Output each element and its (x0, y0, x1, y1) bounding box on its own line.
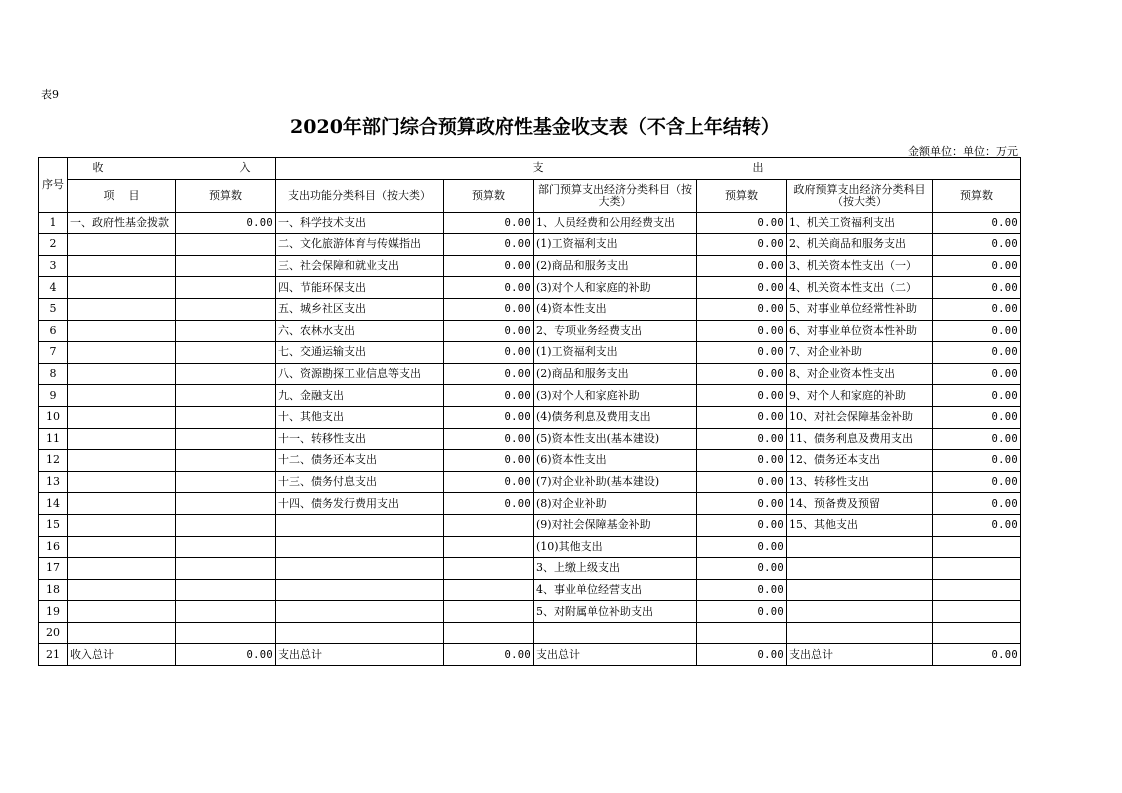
func-class-amount: 0.00 (444, 363, 534, 385)
page-title: 2020年部门综合预算政府性基金收支表（不含上年结转） (290, 116, 780, 138)
gov-econ-item: 11、债务利息及费用支出 (787, 428, 933, 450)
func-class-amount: 0.00 (444, 406, 534, 428)
income-amount (176, 363, 276, 385)
table-row (39, 363, 1021, 385)
income-amount (176, 601, 276, 623)
func-class-item: 十二、债务还本支出 (276, 450, 444, 472)
gov-econ-item (787, 558, 933, 580)
func-class-item: 一、科学技术支出 (276, 212, 444, 234)
gov-econ-amount (933, 622, 1021, 644)
dept-econ-item: (10)其他支出 (534, 536, 697, 558)
income-item (68, 320, 176, 342)
income-amount (176, 234, 276, 256)
row-number: 15 (39, 514, 68, 536)
table-number: 表9 (41, 88, 59, 101)
header-expense-right: 出 (752, 161, 764, 175)
func-class-amount: 0.00 (444, 342, 534, 364)
func-class-amount: 0.00 (444, 320, 534, 342)
income-item (68, 601, 176, 623)
func-class-item: 九、金融支出 (276, 385, 444, 407)
gov-econ-amount (933, 558, 1021, 580)
income-item (68, 385, 176, 407)
row-number: 1 (39, 212, 68, 234)
dept-econ-amount: 0.00 (697, 644, 787, 666)
func-class-item: 十、其他支出 (276, 406, 444, 428)
row-number: 3 (39, 255, 68, 277)
table-row (39, 601, 1021, 623)
func-class-amount: 0.00 (444, 385, 534, 407)
func-class-amount: 0.00 (444, 277, 534, 299)
income-item (68, 536, 176, 558)
func-class-item (276, 601, 444, 623)
income-amount (176, 428, 276, 450)
dept-econ-amount: 0.00 (697, 298, 787, 320)
table-row (39, 212, 1021, 234)
income-amount (176, 493, 276, 515)
func-class-item (276, 622, 444, 644)
row-number: 6 (39, 320, 68, 342)
gov-econ-item: 12、债务还本支出 (787, 450, 933, 472)
dept-econ-amount: 0.00 (697, 277, 787, 299)
row-number: 20 (39, 622, 68, 644)
func-class-amount (444, 536, 534, 558)
row-number: 11 (39, 428, 68, 450)
gov-econ-amount: 0.00 (933, 450, 1021, 472)
row-number: 9 (39, 385, 68, 407)
gov-econ-amount: 0.00 (933, 471, 1021, 493)
func-class-amount: 0.00 (444, 493, 534, 515)
table-row (39, 514, 1021, 536)
func-class-amount: 0.00 (444, 234, 534, 256)
dept-econ-item: (5)资本性支出(基本建设) (534, 428, 697, 450)
dept-econ-amount: 0.00 (697, 406, 787, 428)
dept-econ-amount: 0.00 (697, 212, 787, 234)
row-number: 19 (39, 601, 68, 623)
table-row (39, 298, 1021, 320)
row-number: 4 (39, 277, 68, 299)
dept-econ-amount: 0.00 (697, 601, 787, 623)
income-item (68, 471, 176, 493)
income-amount (176, 579, 276, 601)
gov-econ-item: 15、其他支出 (787, 514, 933, 536)
header-gov-econ: 政府预算支出经济分类科目（按大类） (787, 179, 933, 212)
table-row (39, 234, 1021, 256)
row-number: 18 (39, 579, 68, 601)
header-budget-income: 预算数 (176, 179, 276, 212)
gov-econ-amount (933, 601, 1021, 623)
func-class-amount (444, 579, 534, 601)
dept-econ-amount: 0.00 (697, 428, 787, 450)
dept-econ-amount: 0.00 (697, 234, 787, 256)
income-amount (176, 471, 276, 493)
gov-econ-item: 2、机关商品和服务支出 (787, 234, 933, 256)
dept-econ-item: (2)商品和服务支出 (534, 255, 697, 277)
dept-econ-amount (697, 622, 787, 644)
row-number: 16 (39, 536, 68, 558)
income-amount (176, 342, 276, 364)
income-amount (176, 406, 276, 428)
income-item (68, 277, 176, 299)
header-row-1 (39, 158, 1021, 180)
header-seq: 序号 (39, 158, 68, 213)
func-class-amount: 0.00 (444, 428, 534, 450)
header-dept-econ: 部门预算支出经济分类科目（按大类） (534, 179, 697, 212)
dept-econ-item: 支出总计 (534, 644, 697, 666)
func-class-amount: 0.00 (444, 255, 534, 277)
gov-econ-amount: 0.00 (933, 363, 1021, 385)
table-row (39, 644, 1021, 666)
gov-econ-item (787, 536, 933, 558)
gov-econ-item: 13、转移性支出 (787, 471, 933, 493)
func-class-item: 十一、转移性支出 (276, 428, 444, 450)
func-class-item: 六、农林水支出 (276, 320, 444, 342)
table-body (39, 212, 1021, 665)
dept-econ-amount: 0.00 (697, 363, 787, 385)
header-func-class: 支出功能分类科目（按大类） (276, 179, 444, 212)
gov-econ-item: 4、机关资本性支出（二） (787, 277, 933, 299)
dept-econ-item: 4、事业单位经营支出 (534, 579, 697, 601)
gov-econ-amount: 0.00 (933, 428, 1021, 450)
dept-econ-item: 3、上缴上级支出 (534, 558, 697, 580)
func-class-item (276, 514, 444, 536)
dept-econ-amount: 0.00 (697, 471, 787, 493)
gov-econ-amount: 0.00 (933, 385, 1021, 407)
func-class-amount (444, 601, 534, 623)
income-amount (176, 558, 276, 580)
dept-econ-amount: 0.00 (697, 514, 787, 536)
row-number: 10 (39, 406, 68, 428)
func-class-item (276, 536, 444, 558)
income-amount (176, 622, 276, 644)
row-number: 13 (39, 471, 68, 493)
dept-econ-item: 5、对附属单位补助支出 (534, 601, 697, 623)
gov-econ-amount: 0.00 (933, 298, 1021, 320)
table-row (39, 385, 1021, 407)
dept-econ-item: (3)对个人和家庭补助 (534, 385, 697, 407)
dept-econ-amount: 0.00 (697, 385, 787, 407)
func-class-item: 七、交通运输支出 (276, 342, 444, 364)
dept-econ-item: (1)工资福利支出 (534, 342, 697, 364)
gov-econ-item: 6、对事业单位资本性补助 (787, 320, 933, 342)
dept-econ-amount: 0.00 (697, 579, 787, 601)
gov-econ-amount (933, 579, 1021, 601)
header-budget-gov: 预算数 (933, 179, 1021, 212)
table-row (39, 277, 1021, 299)
income-item (68, 298, 176, 320)
income-item (68, 363, 176, 385)
header-row-2 (39, 179, 1021, 212)
row-number: 12 (39, 450, 68, 472)
gov-econ-item (787, 579, 933, 601)
dept-econ-item: (7)对企业补助(基本建设) (534, 471, 697, 493)
func-class-amount (444, 622, 534, 644)
table-row (39, 406, 1021, 428)
func-class-item: 八、资源勘探工业信息等支出 (276, 363, 444, 385)
gov-econ-amount (933, 536, 1021, 558)
income-amount (176, 450, 276, 472)
func-class-item: 十四、债务发行费用支出 (276, 493, 444, 515)
income-item (68, 342, 176, 364)
income-amount (176, 385, 276, 407)
gov-econ-item (787, 601, 933, 623)
gov-econ-item: 1、机关工资福利支出 (787, 212, 933, 234)
dept-econ-item: (1)工资福利支出 (534, 234, 697, 256)
table-row (39, 493, 1021, 515)
gov-econ-amount: 0.00 (933, 406, 1021, 428)
row-number: 21 (39, 644, 68, 666)
gov-econ-amount: 0.00 (933, 320, 1021, 342)
row-number: 8 (39, 363, 68, 385)
func-class-item: 三、社会保障和就业支出 (276, 255, 444, 277)
table-row (39, 342, 1021, 364)
dept-econ-amount: 0.00 (697, 450, 787, 472)
header-income (68, 158, 276, 180)
header-income-right: 入 (239, 161, 251, 175)
func-class-amount: 0.00 (444, 471, 534, 493)
gov-econ-item: 14、预备费及预留 (787, 493, 933, 515)
func-class-amount: 0.00 (444, 450, 534, 472)
income-item (68, 622, 176, 644)
income-amount (176, 320, 276, 342)
income-item: 一、政府性基金拨款 (68, 212, 176, 234)
dept-econ-item: 1、人员经费和公用经费支出 (534, 212, 697, 234)
gov-econ-item: 8、对企业资本性支出 (787, 363, 933, 385)
income-item (68, 493, 176, 515)
gov-econ-amount: 0.00 (933, 644, 1021, 666)
income-item: 收入总计 (68, 644, 176, 666)
dept-econ-item: 2、专项业务经费支出 (534, 320, 697, 342)
gov-econ-item (787, 622, 933, 644)
dept-econ-amount: 0.00 (697, 320, 787, 342)
dept-econ-item: (3)对个人和家庭的补助 (534, 277, 697, 299)
func-class-amount: 0.00 (444, 212, 534, 234)
income-item (68, 428, 176, 450)
gov-econ-amount: 0.00 (933, 342, 1021, 364)
func-class-item: 四、节能环保支出 (276, 277, 444, 299)
gov-econ-amount: 0.00 (933, 234, 1021, 256)
income-item (68, 514, 176, 536)
dept-econ-item: (6)资本性支出 (534, 450, 697, 472)
dept-econ-amount: 0.00 (697, 558, 787, 580)
income-item (68, 450, 176, 472)
budget-table (38, 157, 1021, 666)
table-row (39, 579, 1021, 601)
gov-econ-item: 5、对事业单位经常性补助 (787, 298, 933, 320)
income-item (68, 406, 176, 428)
dept-econ-item: (9)对社会保障基金补助 (534, 514, 697, 536)
dept-econ-item: (4)资本性支出 (534, 298, 697, 320)
table-row (39, 428, 1021, 450)
income-amount (176, 514, 276, 536)
row-number: 5 (39, 298, 68, 320)
func-class-amount: 0.00 (444, 644, 534, 666)
table-row (39, 471, 1021, 493)
header-income-left: 收 (92, 161, 104, 175)
income-amount (176, 298, 276, 320)
dept-econ-amount: 0.00 (697, 536, 787, 558)
income-amount (176, 277, 276, 299)
gov-econ-item: 7、对企业补助 (787, 342, 933, 364)
header-expense (276, 158, 1021, 180)
dept-econ-item: (2)商品和服务支出 (534, 363, 697, 385)
gov-econ-item: 10、对社会保障基金补助 (787, 406, 933, 428)
income-item (68, 234, 176, 256)
func-class-item: 支出总计 (276, 644, 444, 666)
income-amount (176, 255, 276, 277)
func-class-amount: 0.00 (444, 298, 534, 320)
table-row (39, 255, 1021, 277)
func-class-amount (444, 558, 534, 580)
header-expense-left: 支 (532, 161, 544, 175)
dept-econ-amount: 0.00 (697, 255, 787, 277)
row-number: 14 (39, 493, 68, 515)
gov-econ-amount: 0.00 (933, 493, 1021, 515)
gov-econ-amount: 0.00 (933, 255, 1021, 277)
gov-econ-amount: 0.00 (933, 514, 1021, 536)
income-item (68, 255, 176, 277)
gov-econ-item: 支出总计 (787, 644, 933, 666)
func-class-item: 十三、债务付息支出 (276, 471, 444, 493)
table-row (39, 320, 1021, 342)
income-item (68, 558, 176, 580)
dept-econ-item: (8)对企业补助 (534, 493, 697, 515)
func-class-item: 五、城乡社区支出 (276, 298, 444, 320)
func-class-item (276, 558, 444, 580)
func-class-amount (444, 514, 534, 536)
income-item (68, 579, 176, 601)
func-class-item: 二、文化旅游体育与传媒指出 (276, 234, 444, 256)
dept-econ-amount: 0.00 (697, 342, 787, 364)
gov-econ-amount: 0.00 (933, 277, 1021, 299)
header-budget-dept: 预算数 (697, 179, 787, 212)
table-row (39, 558, 1021, 580)
amount-unit: 金额单位：单位：万元 (908, 145, 1018, 158)
table-row (39, 622, 1021, 644)
header-item: 项 目 (68, 179, 176, 212)
row-number: 17 (39, 558, 68, 580)
dept-econ-item: (4)债务利息及费用支出 (534, 406, 697, 428)
gov-econ-item: 3、机关资本性支出（一） (787, 255, 933, 277)
table-row (39, 450, 1021, 472)
dept-econ-item (534, 622, 697, 644)
income-amount: 0.00 (176, 644, 276, 666)
income-amount (176, 536, 276, 558)
income-amount: 0.00 (176, 212, 276, 234)
row-number: 2 (39, 234, 68, 256)
gov-econ-amount: 0.00 (933, 212, 1021, 234)
row-number: 7 (39, 342, 68, 364)
gov-econ-item: 9、对个人和家庭的补助 (787, 385, 933, 407)
dept-econ-amount: 0.00 (697, 493, 787, 515)
header-budget-func: 预算数 (444, 179, 534, 212)
func-class-item (276, 579, 444, 601)
table-row (39, 536, 1021, 558)
